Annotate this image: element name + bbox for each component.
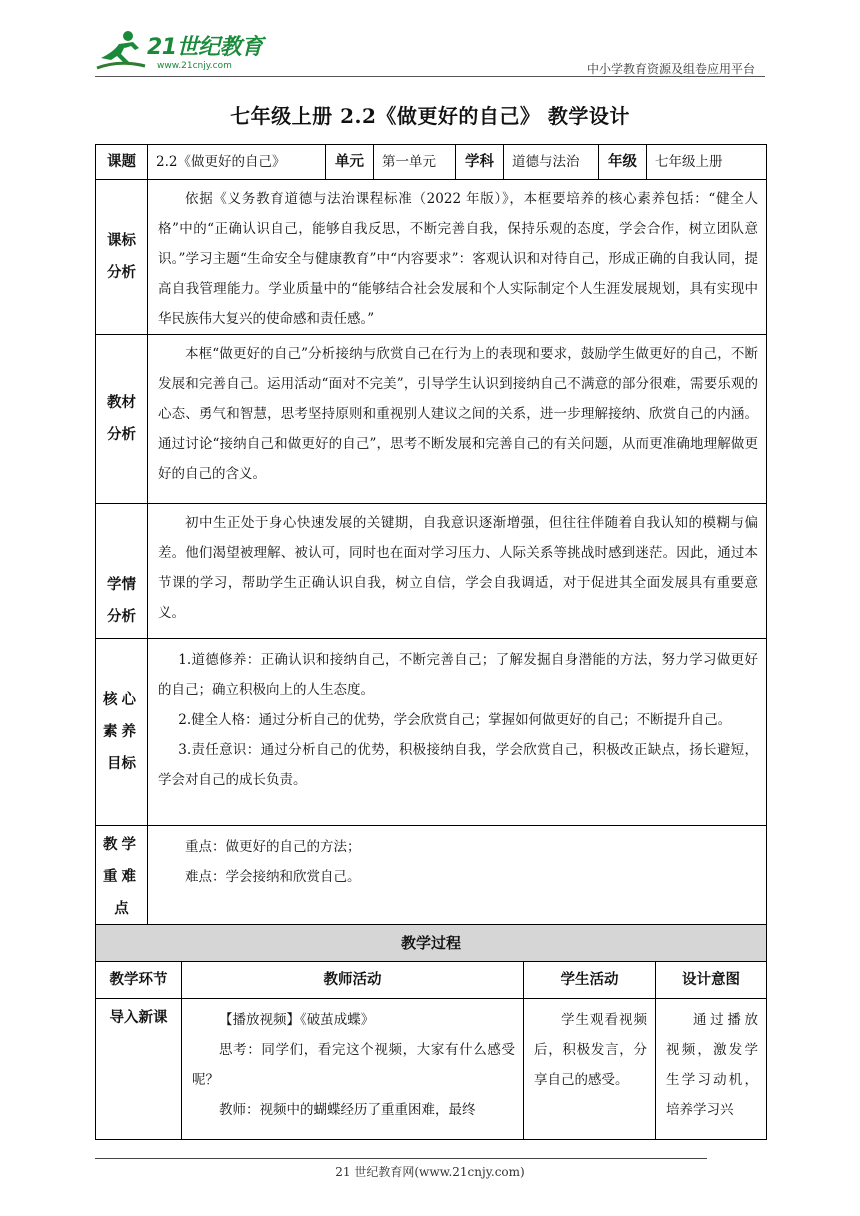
runner-icon (95, 28, 147, 74)
info-row (96, 145, 767, 180)
design-intent: 通过播放视频，激发学生学习动机，培养学习兴 (656, 999, 767, 1140)
footer-divider (95, 1158, 707, 1159)
goal-item-1: 1.道德修养：正确认识和接纳自己，不断完善自己；了解发掘自身潜能的方法，努力学习做更好的自己；确立积极向上的人生态度。 (158, 652, 758, 698)
process-title-row (96, 925, 767, 962)
header-intent: 设计意图 (656, 962, 767, 999)
unit-label: 单元 (326, 145, 374, 180)
keypoints-label: 教学 重难 点 (96, 826, 148, 930)
goals-row (96, 639, 767, 826)
textbook-label: 教材 分析 (96, 335, 148, 504)
goals-text (148, 639, 767, 826)
process-title: 教学过程 (96, 925, 767, 962)
curriculum-row (96, 180, 767, 335)
goals-label: 核心 素养 目标 (96, 639, 148, 826)
process-header-row (96, 962, 767, 999)
logo-text: 21世纪教育 (147, 35, 263, 60)
header-student: 学生活动 (524, 962, 656, 999)
goal-item-2: 2.健全人格：通过分析自己的优势，学会欣赏自己；掌握如何做更好的自己；不断提升自己。 (178, 712, 732, 728)
subject-value: 道德与法治 (504, 145, 599, 180)
goal-item-3: 3.责任意识：通过分析自己的优势，积极接纳自我，学会欣赏自己，积极改正缺点，扬长避短，学会对自己的成长负责。 (158, 742, 758, 788)
student-activity: 学生观看视频后，积极发言，分享自己的感受。 (524, 999, 656, 1140)
header-stage: 教学环节 (96, 962, 182, 999)
keypoints-row (96, 826, 767, 930)
curriculum-text: 依据《义务教育道德与法治课程标准（2022 年版）》，本框要培养的核心素养包括：“健全人格”中的“正确认识自己，能够自我反思，不断完善自我，保持乐观的态度，学会合作，树立团队意识。”学习主题“生命安全与健康教育”中“内容要求”：客观认识和对待自己，形成正确的自我认同，提高自我管理能力。学业质量中的“能够结合社会发展和个人实际制定个人生涯发展规划，具有实现中华民族伟大复兴的使命感和责任感。” (148, 180, 767, 335)
learner-label: 学情 分析 (96, 504, 148, 639)
subject-label: 学科 (456, 145, 504, 180)
topic-value: 2.2《做更好的自己》 (148, 145, 326, 180)
teacher-remark: 教师：视频中的蝴蝶经历了重重困难，最终 (219, 1102, 476, 1118)
textbook-row (96, 335, 767, 504)
site-logo (95, 28, 265, 76)
page-header (95, 28, 765, 80)
learner-text: 初中生正处于身心快速发展的关键期，自我意识逐渐增强，但往往伴随着自我认知的模糊与偏差。他们渴望被理解、被认可，同时也在面对学习压力、人际关系等挑战时感到迷茫。因此，通过本节课的学习，帮助学生正确认识自我，树立自信，学会自我调适，对于促进其全面发展具有重要意义。 (148, 504, 767, 639)
teacher-video: 【播放视频】《破茧成蝶》 (219, 1012, 375, 1028)
logo-url: www.21cnjy.com (157, 61, 232, 71)
stage-cell: 导入新课 (96, 999, 182, 1140)
document-title: 七年级上册 2.2《做更好的自己》 教学设计 (230, 104, 630, 128)
textbook-text: 本框“做更好的自己”分析接纳与欣赏自己在行为上的表现和要求，鼓励学生做更好的自己，不断发展和完善自己。运用活动“面对不完美”，引导学生认识到接纳自己不满意的部分很难，需要乐观的心态、勇气和智慧，思考坚持原则和重视别人建议之间的关系，进一步理解接纳、欣赏自己的内涵。通过讨论“接纳自己和做更好的自己”，思考不断发展和完善自己的有关问题，从而更准确地理解做更好的自己的含义。 (148, 335, 767, 504)
teaching-process-table (95, 924, 767, 1140)
grade-value: 七年级上册 (647, 145, 767, 180)
lesson-info-table (95, 144, 767, 930)
platform-name: 中小学教育资源及组卷应用平台 (586, 62, 755, 76)
unit-value: 第一单元 (374, 145, 456, 180)
header-teacher: 教师活动 (182, 962, 524, 999)
footer-text: 21 世纪教育网(www.21cnjy.com) (335, 1165, 525, 1179)
learner-row (96, 504, 767, 639)
key-point: 重点：做更好的自己的方法； (185, 839, 361, 855)
teacher-question: 思考：同学们，看完这个视频，大家有什么感受呢？ (192, 1042, 515, 1088)
topic-label: 课题 (96, 145, 148, 180)
teacher-activity (182, 999, 524, 1140)
keypoints-text (148, 826, 767, 930)
header-divider (95, 76, 765, 77)
grade-label: 年级 (599, 145, 647, 180)
difficult-point: 难点：学会接纳和欣赏自己。 (185, 869, 361, 885)
curriculum-label: 课标 分析 (96, 180, 148, 335)
process-row (96, 999, 767, 1140)
